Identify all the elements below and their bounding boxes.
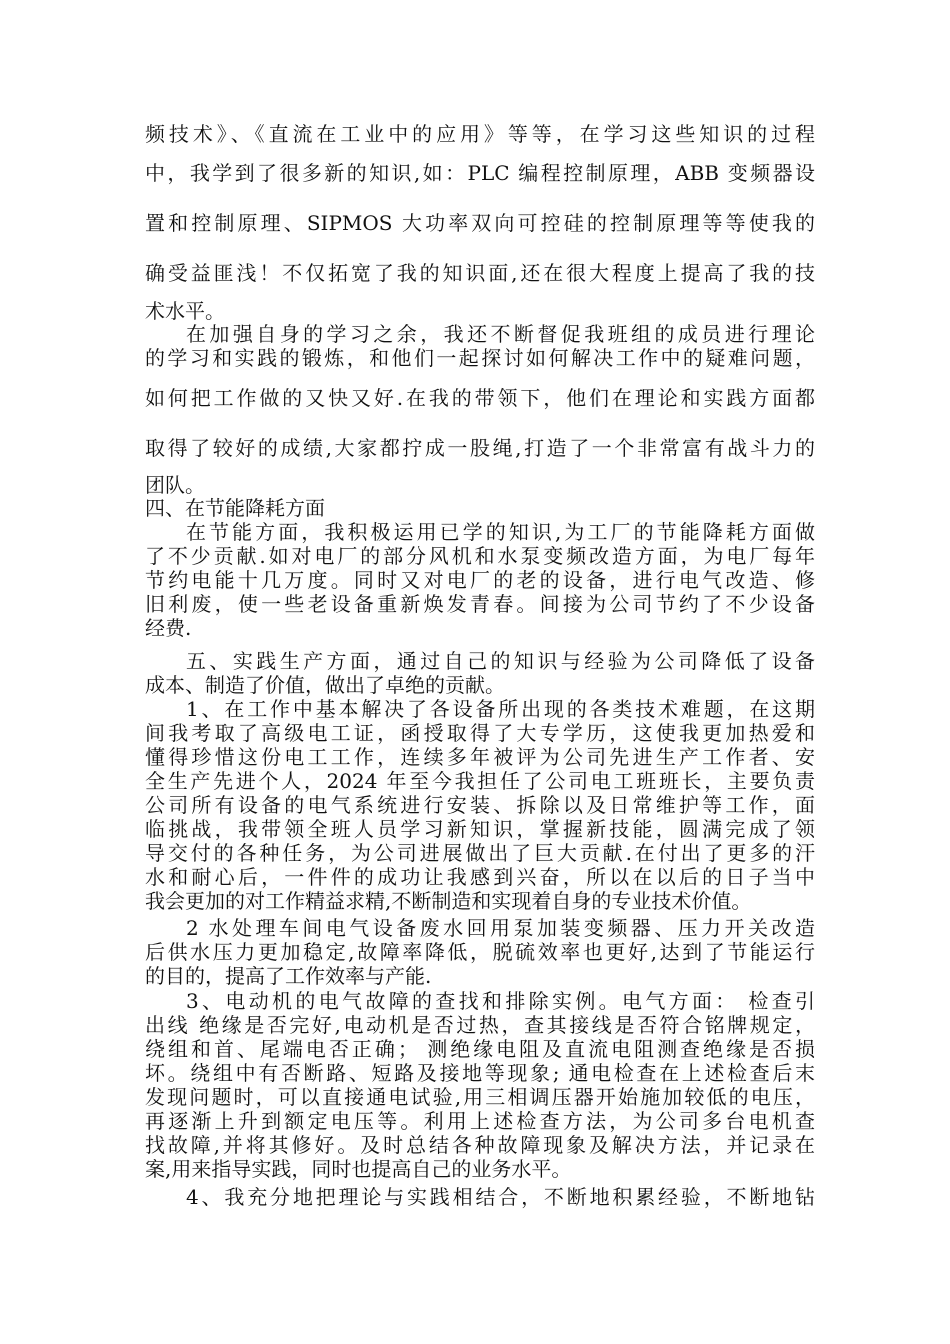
text-line: 团队。 [145,473,205,497]
text-line: 导交付的各种任务，为公司进展做出了巨大贡献.在付出了更多的汗 [145,841,815,865]
text-line: 置和控制原理、SIPMOS 大功率双向可控硅的控制原理等等使我的 [145,211,815,235]
text-line: 懂得珍惜这份电工工作，连续多年被评为公司先进生产工作者、安 [145,745,815,769]
text-line: 水和耐心后，一件件的成功让我感到兴奋，所以在以后的日子当中 [145,865,815,889]
text-line: 3、电动机的电气故障的查找和排除实例。电气方面： 检查引 [186,989,815,1013]
text-line: 中，我学到了很多新的知识,如：PLC 编程控制原理，ABB 变频器设 [145,161,815,185]
text-line: 找故障,并将其修好。及时总结各种故障现象及解决方法，并记录在 [145,1133,815,1157]
text-line: 再逐渐上升到额定电压等。利用上述检查方法，为公司多台电机查 [145,1109,815,1133]
text-line: 节约电能十几万度。同时又对电厂的老的设备，进行电气改造、修 [145,568,815,592]
section-heading: 四、在节能降耗方面 [145,496,325,520]
text-line: 旧利废，使一些老设备重新焕发青春。间接为公司节约了不少设备 [145,592,815,616]
text-line: 术水平。 [145,299,225,323]
text-line: 出线 绝缘是否完好,电动机是否过热，查其接线是否符合铭牌规定， [145,1013,815,1037]
text-line: 了不少贡献.如对电厂的部分风机和水泵变频改造方面，为电厂每年 [145,544,815,568]
text-line: 经费. [145,616,192,640]
text-line: 在加强自身的学习之余，我还不断督促我班组的成员进行理论 [186,322,815,346]
text-line: 确受益匪浅！不仅拓宽了我的知识面,还在很大程度上提高了我的技 [145,261,815,285]
text-line: 公司所有设备的电气系统进行安装、拆除以及日常维护等工作，面 [145,793,815,817]
text-line: 的目的，提高了工作效率与产能. [145,964,432,988]
text-line: 我会更加的对工作精益求精,不断制造和实现着自身的专业技术价值。 [145,889,752,913]
text-line: 间我考取了高级电工证，函授取得了大专学历，这使我更加热爱和 [145,721,815,745]
text-line: 2 水处理车间电气设备废水回用泵加装变频器、压力开关改造 [186,916,815,940]
text-line: 坏。绕组中有否断路、短路及接地等现象; 通电检查在上述检查后末 [145,1061,815,1085]
text-line: 的学习和实践的锻炼，和他们一起探讨如何解决工作中的疑难问题， [145,346,815,370]
text-line: 案,用来指导实践，同时也提高自己的业务水平。 [145,1157,572,1181]
text-line: 全生产先进个人，2024 年至今我担任了公司电工班班长，主要负责 [145,769,815,793]
text-line: 在节能方面，我积极运用已学的知识,为工厂的节能降耗方面做 [186,520,815,544]
text-line: 如何把工作做的又快又好.在我的带领下，他们在理论和实践方面都 [145,386,815,410]
text-line: 临挑战，我带领全班人员学习新知识，掌握新技能，圆满完成了领 [145,817,815,841]
text-line: 成本、制造了价值，做出了卓绝的贡献。 [145,673,505,697]
text-line: 五、实践生产方面，通过自己的知识与经验为公司降低了设备 [186,649,815,673]
text-line: 后供水压力更加稳定,故障率降低，脱硫效率也更好,达到了节能运行 [145,940,815,964]
text-line: 绕组和首、尾端电否正确； 测绝缘电阻及直流电阻测查绝缘是否损 [145,1037,815,1061]
text-line: 1、在工作中基本解决了各设备所出现的各类技术难题，在这期 [186,697,815,721]
text-line: 取得了较好的成绩,大家都拧成一股绳,打造了一个非常富有战斗力的 [145,436,815,460]
text-line: 4、我充分地把理论与实践相结合，不断地积累经验，不断地钻 [186,1185,815,1209]
text-line: 频技术》、《直流在工业中的应用》等等，在学习这些知识的过程 [145,122,815,146]
text-line: 发现问题时，可以直接通电试验,用三相调压器开始施加较低的电压， [145,1085,815,1109]
